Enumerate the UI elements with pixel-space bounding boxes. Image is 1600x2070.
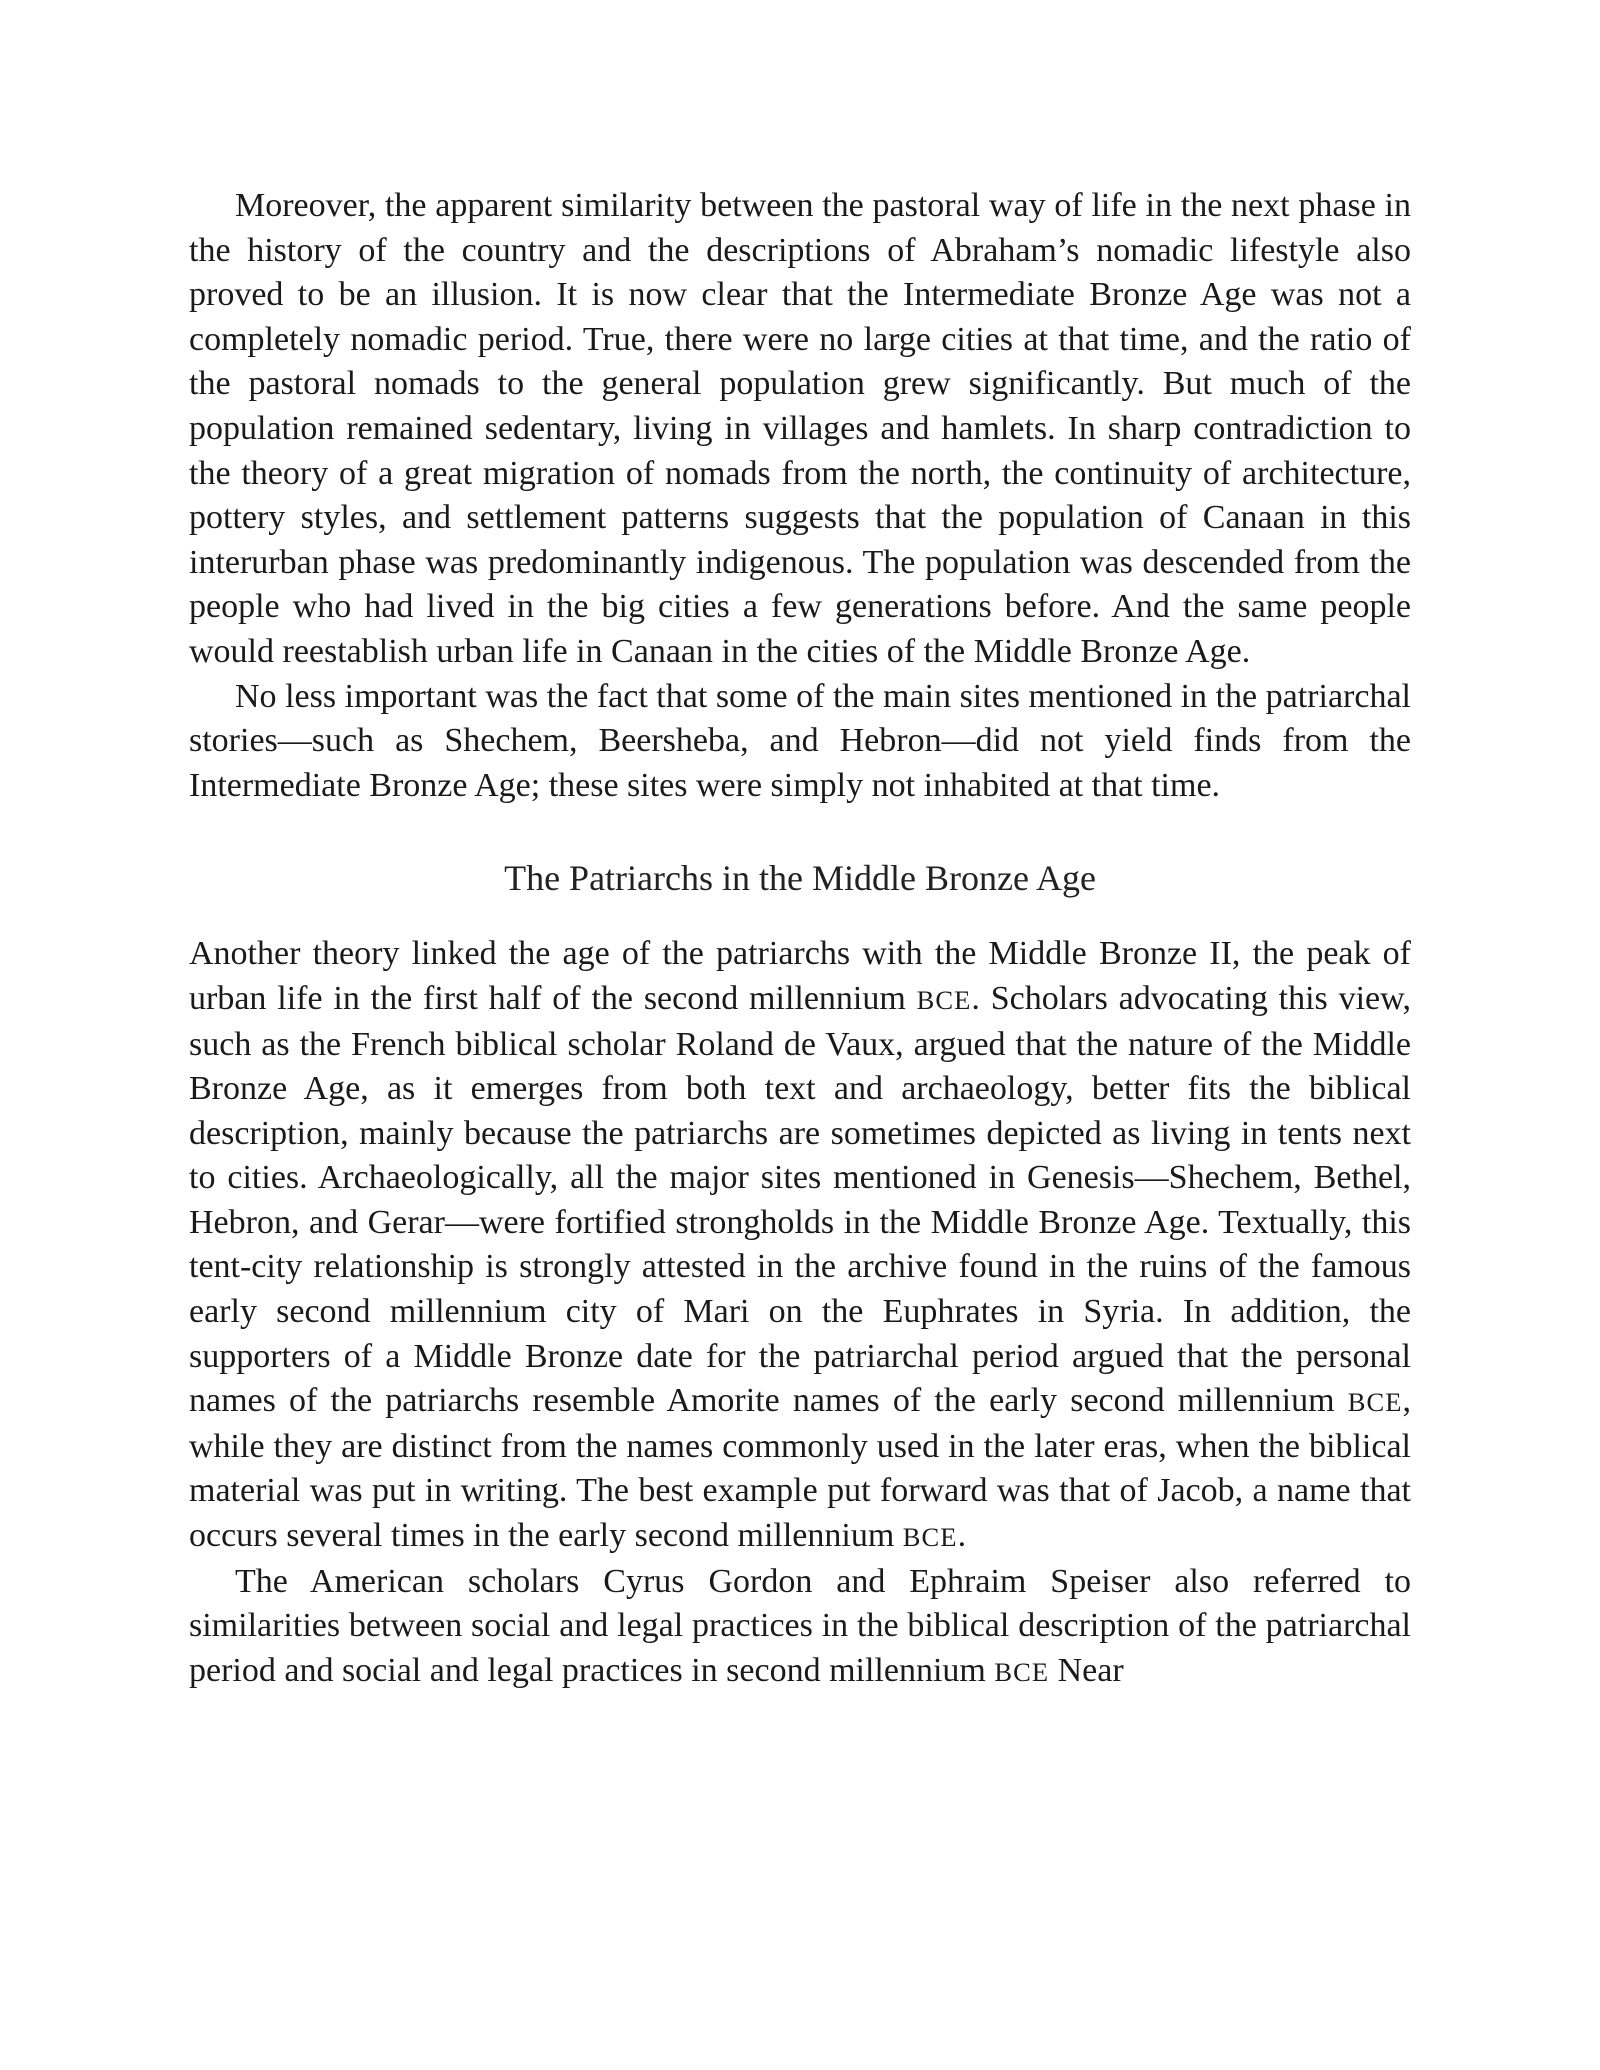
paragraph-intermediate-bronze-age: Moreover, the apparent similarity between the pastoral way of life in the next phase in the history of the country and the descriptions of Abraham’s nomadic lifestyle also proved to be an illusion. It is now clear that the Intermediate Bronze Age was not a completely nomadic period. True, there were no large cities at that time, and the ratio of the pastoral nomads to the general population grew significantly. But much of the population remained sedentary, living in villages and hamlets. In sharp contradiction to the theory of a great migration of nomads from the north, the continuity of architecture, pottery styles, and settlement patterns suggests that the population of Canaan in this interurban phase was predominantly indigenous. The population was descended from the people who had lived in the big cities a few generations before. And the same people would reestablish urban life in Canaan in the cities of the Middle Bronze Age. [189,187,1411,670]
section-heading: The Patriarchs in the Middle Bronze Age [504,858,1096,899]
text-run: Near [1049,1651,1124,1689]
era-abbreviation: BCE [994,1656,1050,1687]
era-abbreviation: BCE [916,984,972,1015]
text-run: . Scholars advocating this view, such as the French biblical scholar Roland de Vaux, argued that the nature of the Middle Bronze Age, as it emerges from both text and archaeology, better fits the biblical description, mainly because the patriarchs are sometimes depicted as living in tents next to cities. Archaeologically, all the major sites mentioned in Genesis—Shechem, Bethel, Hebron, and Gerar—were fortified strongholds in the Middle Bronze Age. Textually, this tent-city relationship is strongly attested in the archive found in the ruins of the famous early second millennium city of Mari on the Euphrates in Syria. In addition, the supporters of a Middle Bronze date for the patriarchal period argued that the personal names of the patriarchs resemble Amorite names of the early second millennium [189,979,1411,1420]
paragraph-patriarchal-sites: No less important was the fact that some of the main sites mentioned in the patriarchal stories—such as Shechem, Beersheba, and Hebron—did not yield finds from the Intermediate Bronze Age; these sites were simply not inhabited at that time. [189,677,1411,804]
book-page [189,184,1411,1694]
era-abbreviation: BCE [902,1522,958,1553]
text-run: The American scholars Cyrus Gordon and Ephraim Speiser also referred to similarities between social and legal practices in the biblical description of the patriarchal period and social and legal practices in second millennium [189,1562,1411,1689]
text-run: Another theory linked the age of the patriarchs with the Middle Bronze II, the peak of urban life in the first half of the second millennium [189,935,1411,1017]
text-run: , while they are distinct from the names commonly used in the later eras, when the biblical material was put in writing. The best example put forward was that of Jacob, a name that occurs several times in the early second millennium [189,1382,1411,1555]
paragraph-middle-bronze-theory [189,932,1411,1559]
paragraph-gordon-speiser [189,1560,1411,1695]
era-abbreviation: BCE [1347,1387,1403,1418]
text-run: . [957,1517,967,1555]
